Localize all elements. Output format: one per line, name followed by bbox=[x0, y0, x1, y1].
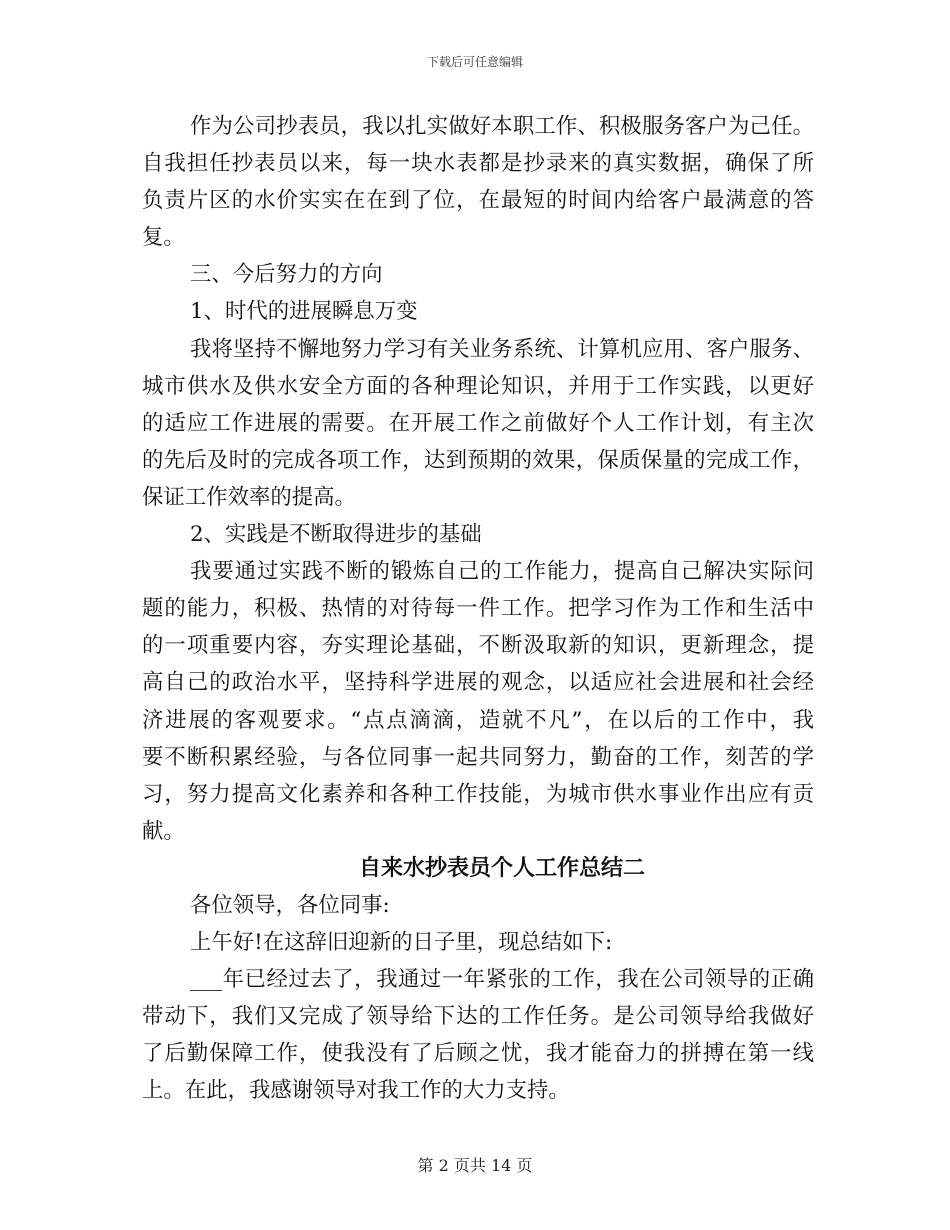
body-line: 我要通过实践不断的锻炼自己的工作能力，提高自己解决实际问 bbox=[190, 559, 814, 585]
body-line: 要不断积累经验，与各位同事一起共同努力，勤奋的工作，刻苦的学 bbox=[142, 744, 814, 770]
body-line: 的一项重要内容，夯实理论基础，不断汲取新的知识，更新理念，提 bbox=[142, 633, 814, 659]
body-line: 上午好!在这辞旧迎新的日子里，现总结如下: bbox=[190, 930, 613, 956]
body-line: 我将坚持不懈地努力学习有关业务系统、计算机应用、客户服务、 bbox=[190, 336, 814, 362]
body-line: 三、今后努力的方向 bbox=[190, 262, 383, 288]
section-title: 自来水抄表员个人工作总结二 bbox=[358, 854, 645, 881]
body-line: 负责片区的水价实实在在到了位，在最短的时间内给客户最满意的答 bbox=[142, 188, 814, 214]
body-line: 1、时代的进展瞬息万变 bbox=[190, 299, 418, 325]
body-line: 作为公司抄表员，我以扎实做好本职工作、积极服务客户为己任。 bbox=[190, 114, 814, 139]
body-line: 上。在此，我感谢领导对我工作的大力支持。 bbox=[142, 1078, 570, 1104]
paragraph bbox=[142, 331, 814, 516]
document-body bbox=[142, 108, 814, 1110]
paragraph bbox=[142, 553, 814, 850]
body-line: 题的能力，积极、热情的对待每一件工作。把学习作为工作和生活中 bbox=[142, 596, 814, 622]
body-line: 高自己的政治水平，坚持科学进展的观念，以适应社会进展和社会经 bbox=[142, 670, 814, 696]
paragraph bbox=[142, 961, 814, 1109]
body-line: 2、实践是不断取得进步的基础 bbox=[190, 522, 482, 548]
body-line: 的适应工作进展的需要。在开展工作之前做好个人工作计划，有主次 bbox=[142, 410, 814, 436]
page-header-note: 下载后可任意编辑 bbox=[426, 55, 523, 69]
paragraph bbox=[142, 887, 814, 924]
section-heading bbox=[142, 256, 814, 293]
body-line: 习，努力提高文化素养和各种工作技能，为城市供水事业作出应有贡 bbox=[142, 781, 814, 807]
body-line: 了后勤保障工作，使我没有了后顾之忧，我才能奋力的拼搏在第一线 bbox=[142, 1041, 814, 1067]
paragraph bbox=[142, 924, 814, 961]
body-line: 自我担任抄表员以来，每一块水表都是抄录来的真实数据，确保了所 bbox=[142, 151, 814, 177]
body-line: 各位领导，各位同事: bbox=[190, 892, 390, 918]
body-line: ___年已经过去了，我通过一年紧张的工作，我在公司领导的正确 bbox=[190, 967, 814, 993]
subsection-heading bbox=[142, 516, 814, 553]
body-line: 带动下，我们又完成了领导给下达的工作任务。是公司领导给我做好 bbox=[142, 1004, 814, 1030]
body-line: 献。 bbox=[142, 818, 185, 844]
body-line: 保证工作效率的提高。 bbox=[142, 484, 356, 510]
body-line: 的先后及时的完成各项工作，达到预期的效果，保质保量的完成工作， bbox=[142, 447, 814, 473]
subsection-heading bbox=[142, 293, 814, 330]
body-line: 城市供水及供水安全方面的各种理论知识，并用于工作实践，以更好 bbox=[142, 373, 814, 399]
body-line: 复。 bbox=[142, 225, 185, 251]
page-number-footer: 第 2 页共 14 页 bbox=[417, 1156, 533, 1175]
body-line: 济进展的客观要求。“点点滴滴，造就不凡”，在以后的工作中，我 bbox=[142, 707, 814, 733]
paragraph bbox=[142, 108, 814, 256]
